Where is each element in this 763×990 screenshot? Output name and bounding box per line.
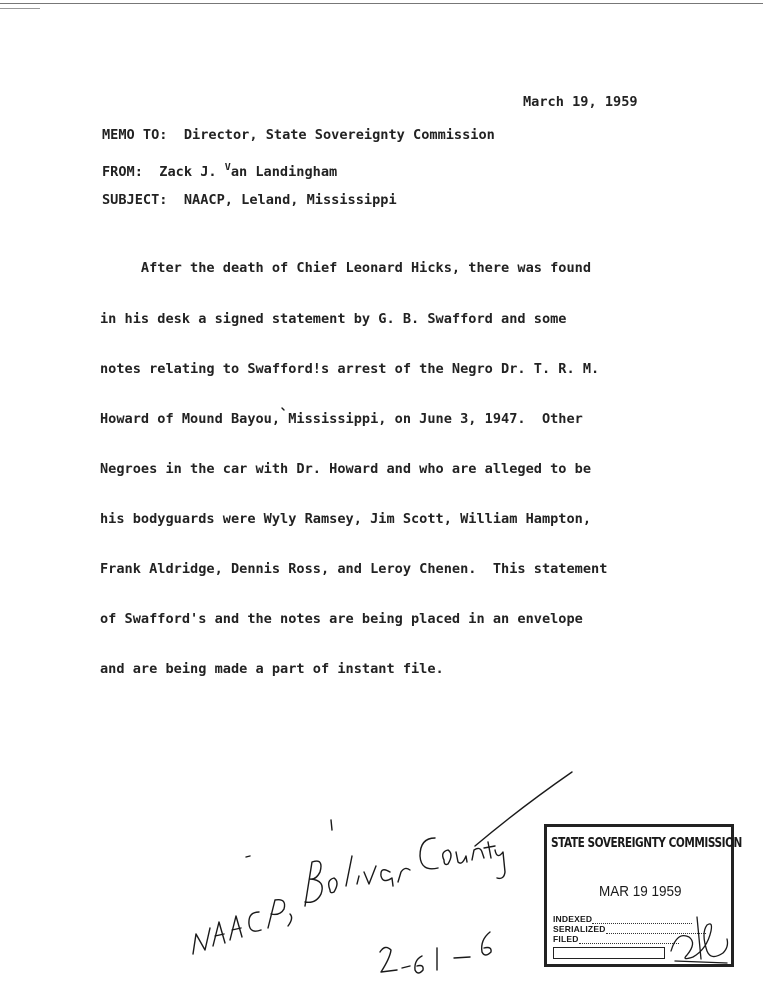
memo-from-rest: an Landingham <box>230 164 338 180</box>
memo-body-line: and are being made a part of instant file. <box>100 661 444 678</box>
memo-subject-line <box>102 192 397 209</box>
memo-body-line: After the death of Chief Leonard Hicks, there was found <box>100 260 592 277</box>
stamp-title: STATE SOVEREIGNTY COMMISSION <box>551 835 742 851</box>
commission-stamp <box>544 824 742 967</box>
memo-to-line <box>102 127 495 144</box>
memo-body-line: in his desk a signed statement by G. B. Swafford and some <box>100 310 567 327</box>
memo-subject-label: SUBJECT: <box>102 192 168 208</box>
memo-body-line: of Swafford's and the notes are being placed in an envelope <box>100 611 583 628</box>
memo-body-line: his bodyguards were Wyly Ramsey, Jim Scott, William Hampton, <box>100 510 592 527</box>
top-edge-line <box>0 3 763 4</box>
stamp-dotted-line <box>579 935 679 944</box>
memo-from-v: V <box>224 162 231 173</box>
stamp-box <box>553 947 665 959</box>
stamp-signature <box>667 911 733 965</box>
memo-subject-value: NAACP, Leland, Mississippi <box>183 192 397 208</box>
memo-from-line <box>102 160 337 181</box>
memo-body <box>100 227 607 711</box>
memo-from-label: FROM: <box>102 164 143 180</box>
stamp-serialized-label: SERIALIZED <box>553 924 606 934</box>
stamp-date: MAR 19 1959 <box>599 883 682 900</box>
memo-from-first: Zack J. <box>159 164 225 180</box>
memo-body-line: Negroes in the car with Dr. Howard and who are alleged to be <box>100 460 592 477</box>
memo-body-line: Frank Aldridge, Dennis Ross, and Leroy Chenen. This statement <box>100 560 608 577</box>
top-edge-mark <box>0 8 40 9</box>
memo-body-line: notes relating to Swafford!s arrest of the Negro Dr. T. R. M. <box>100 360 600 377</box>
memo-body-line: Howard of Mound Bayou, Mississippi, on June 3, 1947. Other <box>100 410 583 427</box>
memo-to-label: MEMO TO: <box>102 127 168 143</box>
stamp-indexed-label: INDEXED <box>553 914 593 924</box>
memo-date: March 19, 1959 <box>523 94 638 110</box>
stamp-filed-row <box>553 934 679 944</box>
memo-to-value: Director, State Sovereignty Commission <box>183 127 495 143</box>
stamp-filed-label: FILED <box>553 934 579 944</box>
